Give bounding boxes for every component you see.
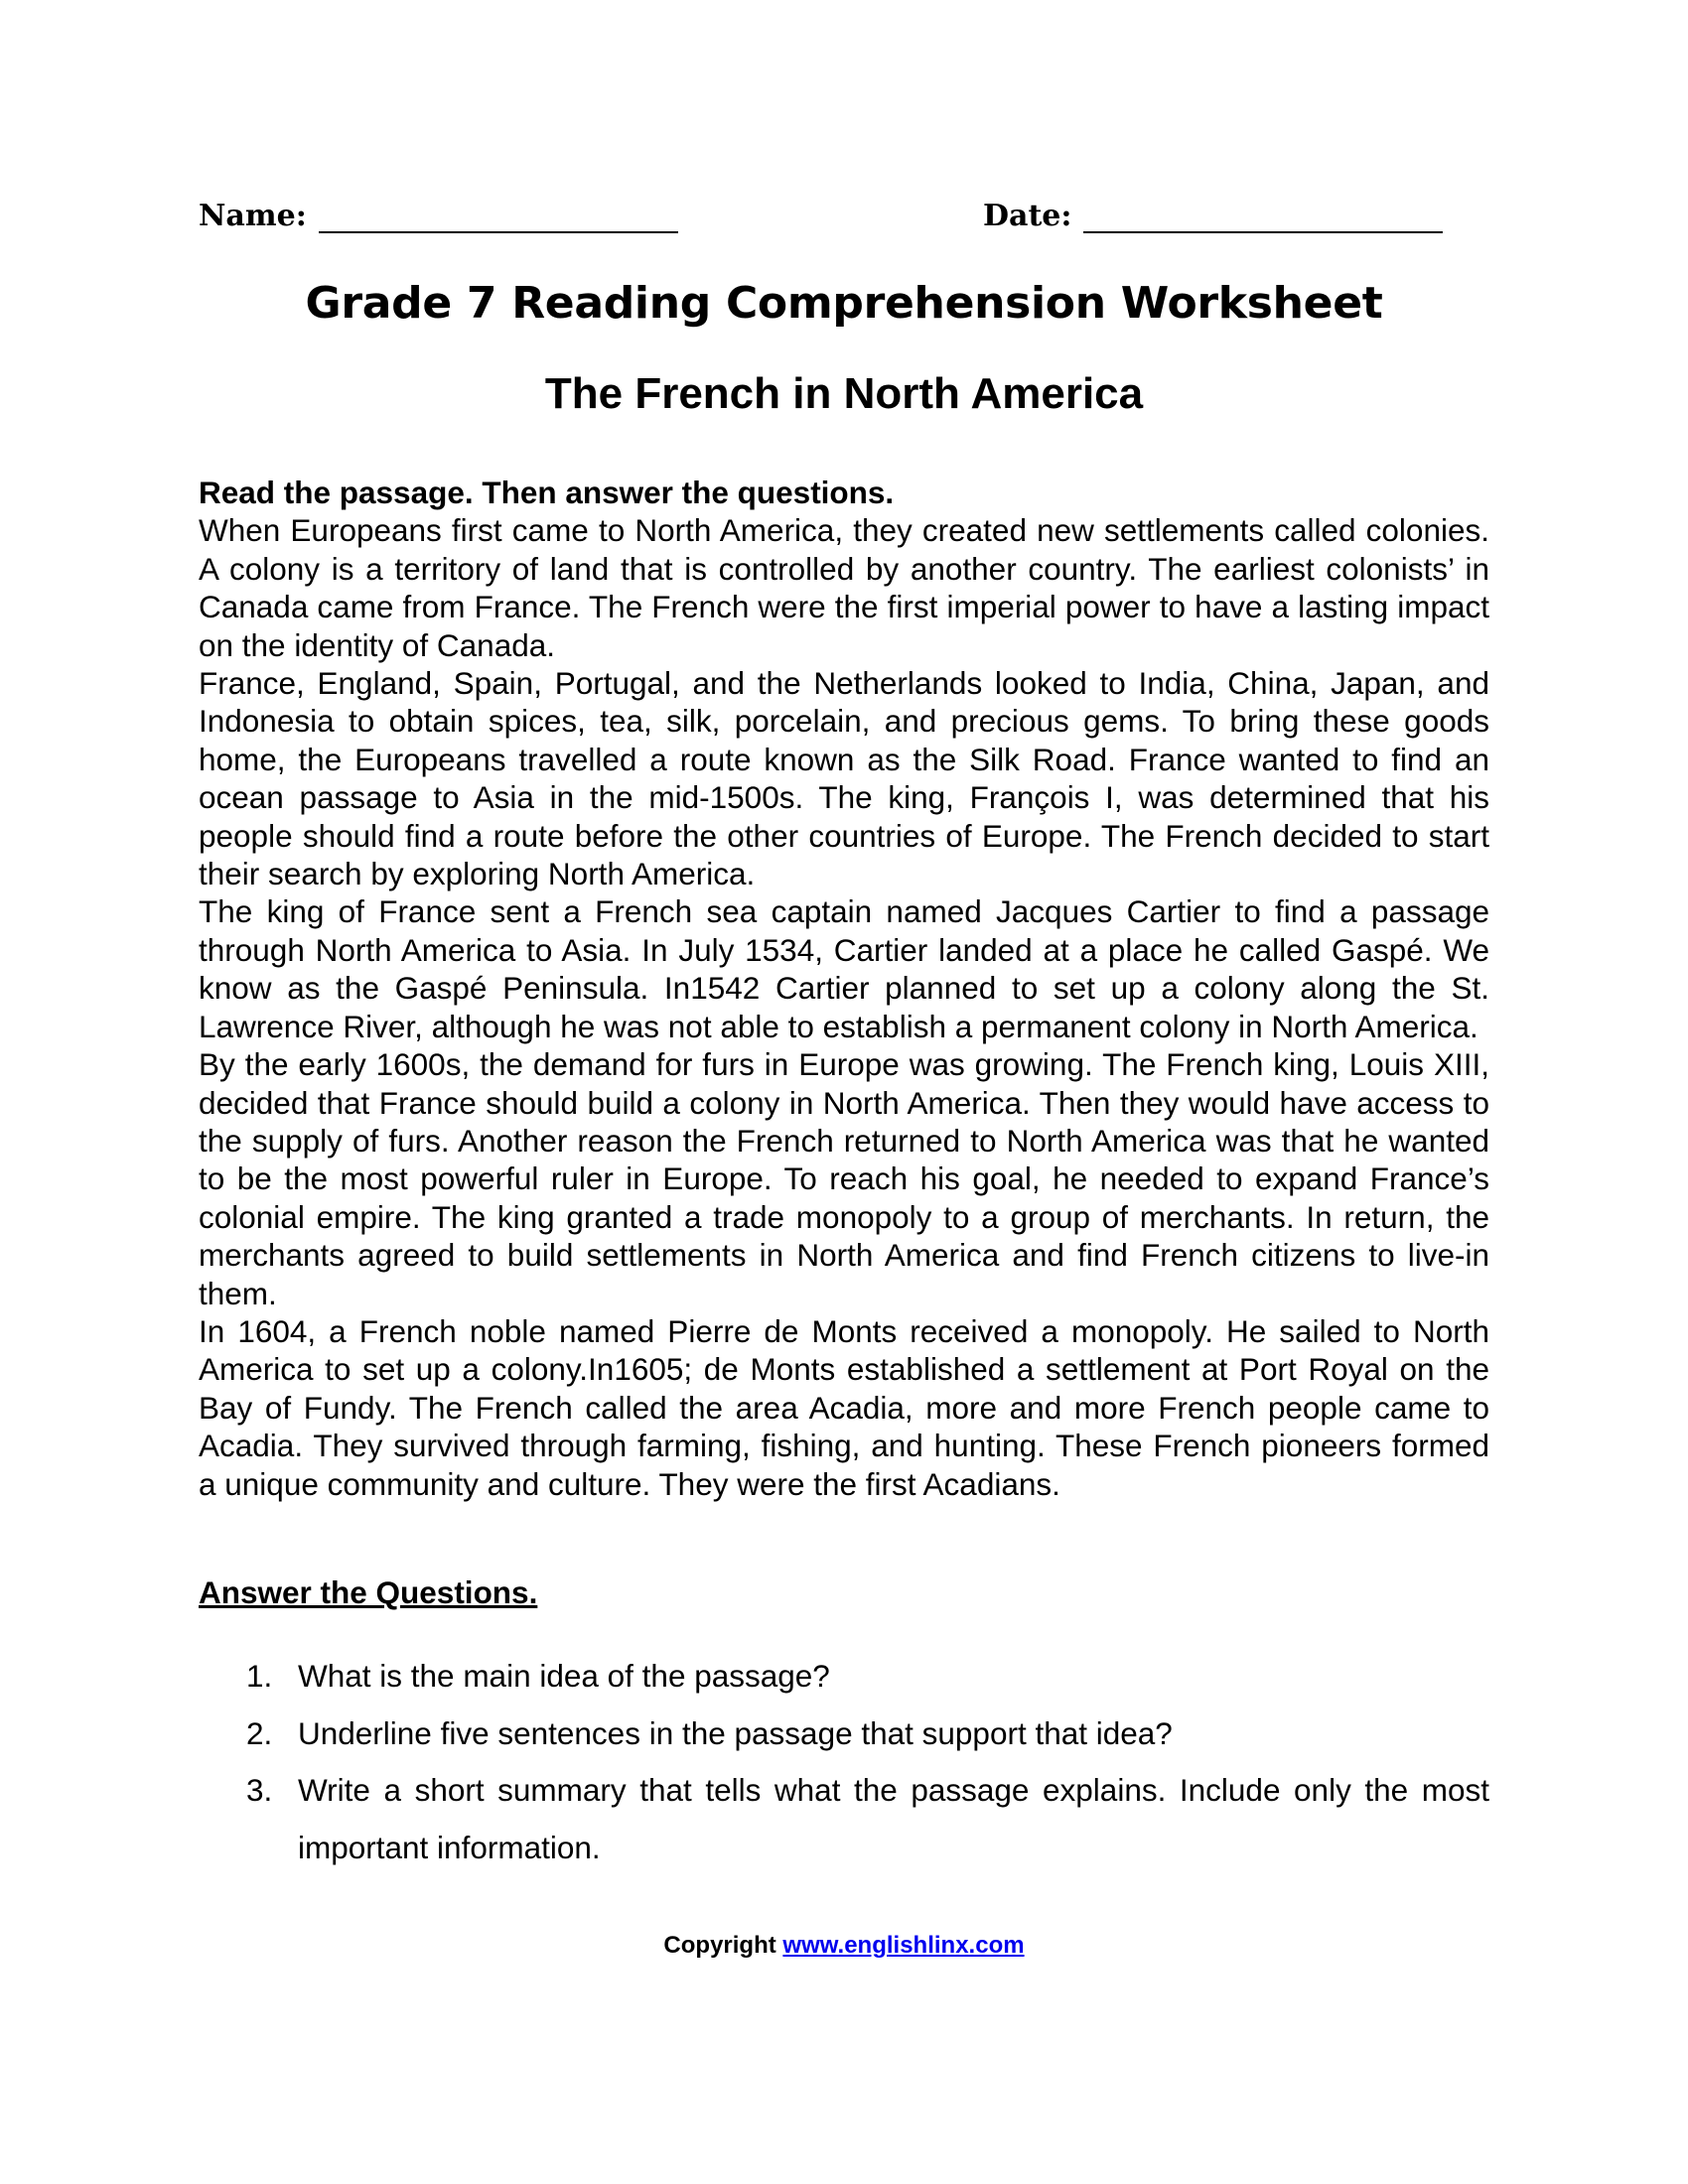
- date-label: Date:: [983, 199, 1072, 233]
- question-text: Write a short summary that tells what the passage explains. Include only the most important information.: [298, 1772, 1489, 1865]
- header-row: [199, 199, 1489, 238]
- passage-paragraph-3: The king of France sent a French sea captain named Jacques Cartier to find a passage through North America to Asia. In July 1534, Cartier landed at a place he called Gaspé. We know as the Gaspé Peninsula. In1542 Cartier planned to set up a colony along the St. Lawrence River, although he was not able to establish a permanent colony in North America.: [199, 893, 1489, 1044]
- name-field: [199, 199, 678, 233]
- date-field: [983, 199, 1443, 233]
- questions-list: [199, 1648, 1489, 1876]
- question-item: [199, 1762, 1489, 1876]
- date-blank-line: [1083, 204, 1443, 233]
- questions-heading: Answer the Questions.: [199, 1574, 538, 1610]
- copyright-footer: [0, 1932, 1688, 1960]
- name-blank-line: [319, 204, 678, 233]
- passage-section: [199, 474, 1489, 1503]
- copyright-label: Copyright: [663, 1932, 776, 1959]
- passage-paragraph-2: France, England, Spain, Portugal, and the Netherlands looked to India, China, Japan, and Indonesia to obtain spices, tea, silk, porcelain, and precious gems. To bring these goods home, the Europeans travelled a route known as the Silk Road. France wanted to find an ocean passage to Asia in the mid-1500s. The king, François I, was determined that his people should find a route before the other countries of Europe. The French decided to start their search by exploring North America.: [199, 665, 1489, 892]
- passage-title: The French in North America: [544, 369, 1144, 418]
- question-text: Underline five sentences in the passage that support that idea?: [298, 1714, 1173, 1751]
- passage-paragraph-1: When Europeans first came to North America, they created new settlements called colonies. A colony is a territory of land that is controlled by another country. The earliest colonists’ in Canada came from France. The French were the first imperial power to have a lasting impact on the identity of Canada.: [199, 512, 1489, 663]
- question-text: What is the main idea of the passage?: [298, 1658, 830, 1694]
- name-label: Name:: [199, 199, 307, 233]
- question-number: 2.: [246, 1714, 273, 1751]
- englishlinx-link[interactable]: www.englishlinx.com: [782, 1932, 1025, 1959]
- question-number: 1.: [246, 1658, 273, 1694]
- instruction-text: Read the passage. Then answer the questions.: [199, 475, 895, 510]
- worksheet-title: Grade 7 Reading Comprehension Worksheet: [305, 278, 1383, 329]
- passage-paragraph-4: By the early 1600s, the demand for furs in Europe was growing. The French king, Louis XIII, decided that France should build a colony in North America. Then they would have access to the supply of furs. Another reason the French returned to North America was that he wanted to be the most powerful ruler in Europe. To reach his goal, he needed to expand France’s colonial empire. The king granted a trade monopoly to a group of merchants. In return, the merchants agreed to build settlements in North America and find French citizens to live-in them.: [199, 1046, 1489, 1311]
- question-item: [199, 1648, 1489, 1706]
- question-number: 3.: [246, 1772, 273, 1809]
- passage-paragraph-5: In 1604, a French noble named Pierre de Monts received a monopoly. He sailed to North America to set up a colony.In1605; de Monts established a settlement at Port Royal on the Bay of Fundy. The French called the area Acadia, more and more French people came to Acadia. They survived through farming, fishing, and hunting. These French pioneers formed a unique community and culture. They were the first Acadians.: [199, 1312, 1489, 1502]
- question-item: [199, 1706, 1489, 1763]
